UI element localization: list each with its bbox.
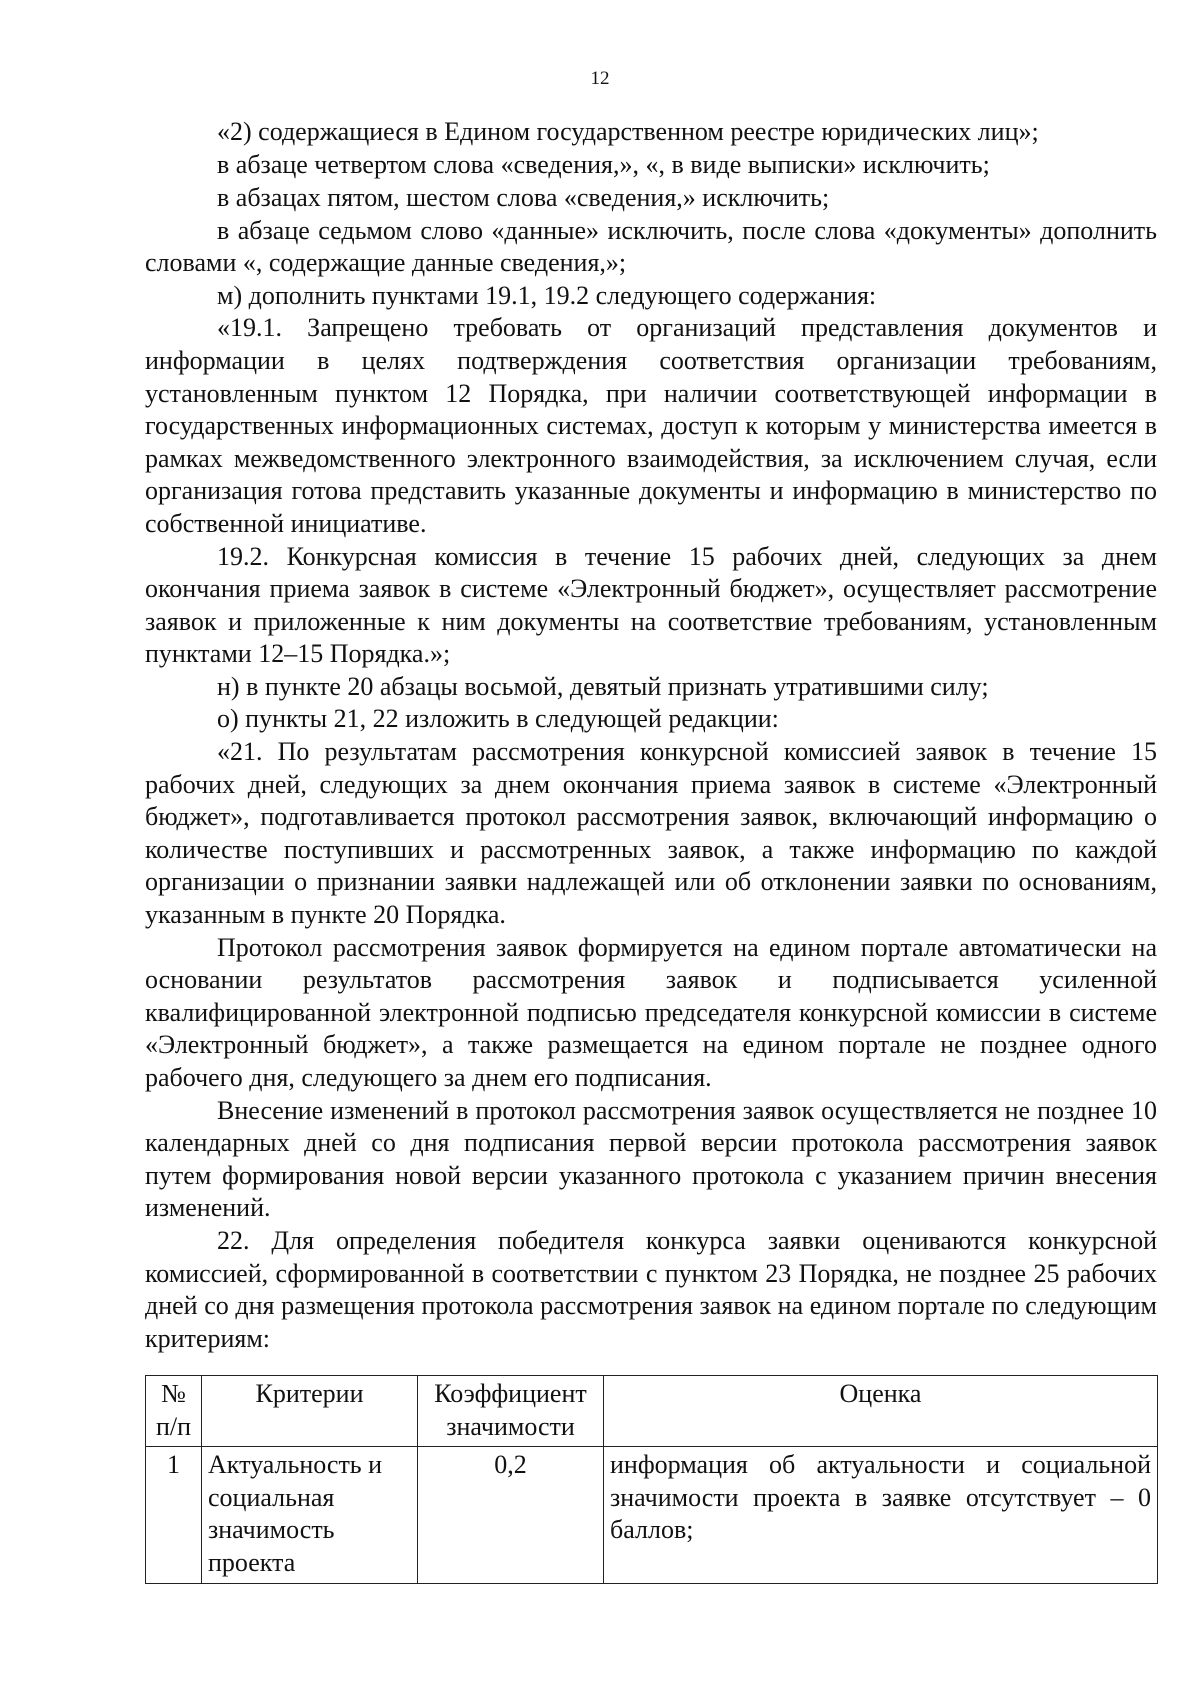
header-criteria: Критерии	[202, 1376, 418, 1447]
header-coefficient: Коэффициент значимости	[418, 1376, 604, 1447]
table-row	[146, 1447, 1158, 1583]
header-num: № п/п	[146, 1376, 202, 1447]
header-score: Оценка	[604, 1376, 1158, 1447]
paragraph: Протокол рассмотрения заявок формируется на едином портале автоматически на основании результатов рассмотрения заявок и подписывается усиленной квалифицированной электронной подписью председателя конкурсной комиссии в системе «Электронный бюджет», а также размещается на едином портале не позднее одного рабочего дня, следующего за днем его подписания.	[145, 932, 1157, 1093]
paragraph: о) пункты 21, 22 изложить в следующей редакции:	[217, 704, 779, 734]
document-body	[145, 116, 1157, 1355]
cell-num: 1	[146, 1447, 202, 1583]
cell-coefficient: 0,2	[418, 1447, 604, 1583]
paragraph: «21. По результатам рассмотрения конкурсной комиссией заявок в течение 15 рабочих дней, следующих за днем окончания приема заявок в системе «Электронный бюджет», подготавливается протокол рассмотрения заявок, включающий информацию о количестве поступивших и рассмотренных заявок, а также информацию по каждой организации о признании заявки надлежащей или об отклонении заявки по основаниям, указанным в пункте 20 Порядка.	[145, 737, 1157, 930]
paragraph: «19.1. Запрещено требовать от организаций представления документов и информации в целях подтверждения соответствия организации требованиям, установленным пунктом 12 Порядка, при наличии соответствующей информации в государственных информационных системах, доступ к которым у министерства имеется в рамках межведомственного электронного взаимодействия, за исключением случая, если организация готова представить указанные документы и информацию в министерство по собственной инициативе.	[145, 313, 1157, 538]
paragraph: 19.2. Конкурсная комиссия в течение 15 рабочих дней, следующих за днем окончания приема заявок в системе «Электронный бюджет», осуществляет рассмотрение заявок и приложенные к ним документы на соответствие требованиям, установленным пунктами 12–15 Порядка.»;	[145, 541, 1157, 669]
cell-score: информация об актуальности и социальной значимости проекта в заявке отсутствует – 0 баллов;	[604, 1447, 1158, 1583]
cell-criteria: Актуальность и социальная значимость проекта	[202, 1447, 418, 1583]
page-number: 12	[590, 68, 610, 89]
paragraph: 22. Для определения победителя конкурса заявки оцениваются конкурсной комиссией, сформированной в соответствии с пунктом 23 Порядка, не позднее 25 рабочих дней со дня размещения протокола рассмотрения заявок на едином портале по следующим критериям:	[145, 1225, 1157, 1353]
paragraph: м) дополнить пунктами 19.1, 19.2 следующего содержания:	[217, 280, 877, 310]
paragraph: Внесение изменений в протокол рассмотрения заявок осуществляется не позднее 10 календарных дней со дня подписания первой версии протокола рассмотрения заявок путем формирования новой версии указанного протокола с указанием причин внесения изменений.	[145, 1095, 1157, 1223]
criteria-table	[145, 1375, 1158, 1584]
paragraph: «2) содержащиеся в Едином государственном реестре юридических лиц»;	[217, 117, 1039, 146]
paragraph: в абзаце седьмом слово «данные» исключить, после слова «документы» дополнить словами «, содержащие данные сведения,»;	[145, 215, 1157, 278]
paragraph: в абзаце четвертом слова «сведения,», «, в виде выписки» исключить;	[217, 150, 990, 180]
paragraph: в абзацах пятом, шестом слова «сведения,» исключить;	[217, 182, 830, 212]
paragraph: н) в пункте 20 абзацы восьмой, девятый признать утратившими силу;	[217, 671, 989, 701]
table-header-row	[146, 1376, 1158, 1447]
